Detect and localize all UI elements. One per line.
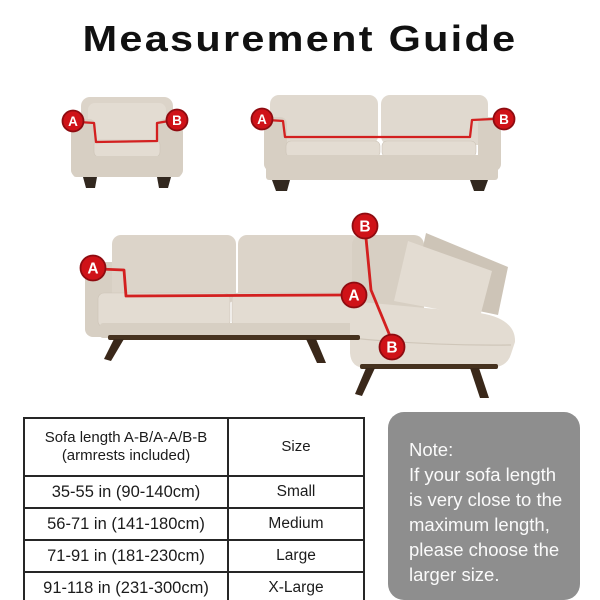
armchair-left-foot (83, 177, 97, 188)
sectional-illustration (85, 233, 515, 398)
table-header-row (24, 418, 364, 476)
marker-b-badge (494, 109, 515, 130)
sectional-chaise-leg-right (470, 368, 489, 398)
note-line: is very close to the (409, 489, 563, 510)
size-cell: Large (228, 540, 364, 572)
svg-text:B: B (499, 111, 509, 127)
size-header: Size (228, 418, 364, 476)
range-cell: 35-55 in (90-140cm) (24, 476, 228, 508)
marker-a-badge (81, 256, 106, 281)
sofa-base (266, 155, 498, 180)
note-box (388, 412, 580, 600)
sofa-illustration (264, 95, 501, 191)
svg-text:B: B (386, 339, 398, 357)
note-line: larger size. (409, 564, 500, 585)
sectional-chaise-leg-left (355, 368, 375, 396)
marker-a-badge (63, 111, 84, 132)
svg-text:A: A (257, 111, 267, 127)
size-table (23, 417, 365, 600)
note-line: please choose the (409, 539, 560, 560)
page-title: Measurement Guide (82, 18, 518, 60)
sectional-leg-mid (306, 339, 326, 363)
svg-text:B: B (359, 218, 371, 236)
svg-text:A: A (68, 113, 78, 129)
armchair-right-foot (157, 177, 171, 188)
size-cell: X-Large (228, 572, 364, 600)
sofa-seat-cushion-right (382, 141, 476, 157)
sectional-seat-cushion-right (232, 293, 360, 327)
note-heading: Note: (409, 439, 454, 460)
table-row (24, 508, 364, 540)
size-cell: Small (228, 476, 364, 508)
sectional-wood-rail (108, 335, 360, 340)
svg-text:A: A (87, 260, 99, 278)
sofa-diagram (250, 83, 515, 198)
sectional-diagram (50, 205, 550, 405)
marker-a-badge (252, 109, 273, 130)
range-cell: 56-71 in (141-180cm) (24, 508, 228, 540)
note-line: If your sofa length (409, 464, 557, 485)
sectional-seat-cushion-left (98, 293, 230, 327)
size-cell: Medium (228, 508, 364, 540)
note-line: maximum length, (409, 514, 550, 535)
table-row (24, 476, 364, 508)
sofa-seat-cushion-left (286, 141, 380, 157)
marker-b-badge (380, 335, 405, 360)
range-cell: 91-118 in (231-300cm) (24, 572, 228, 600)
range-cell: 71-91 in (181-230cm) (24, 540, 228, 572)
sectional-leg-left (104, 339, 124, 361)
svg-text:B: B (172, 112, 182, 128)
armchair-back-cushion (88, 103, 166, 145)
marker-b-badge (353, 214, 378, 239)
armchair-diagram (55, 83, 205, 195)
sofa-right-foot (470, 180, 488, 191)
table-row (24, 572, 364, 600)
sofa-left-foot (272, 180, 290, 191)
length-header (24, 418, 228, 476)
length-header-line1: Sofa length A-B/A-A/B-B (44, 428, 208, 446)
armchair-base (73, 156, 181, 177)
marker-b-badge (167, 110, 188, 131)
table-row (24, 540, 364, 572)
length-header-line2: (armrests included) (61, 447, 191, 464)
svg-text:A: A (348, 287, 360, 305)
marker-a-badge (342, 283, 367, 308)
